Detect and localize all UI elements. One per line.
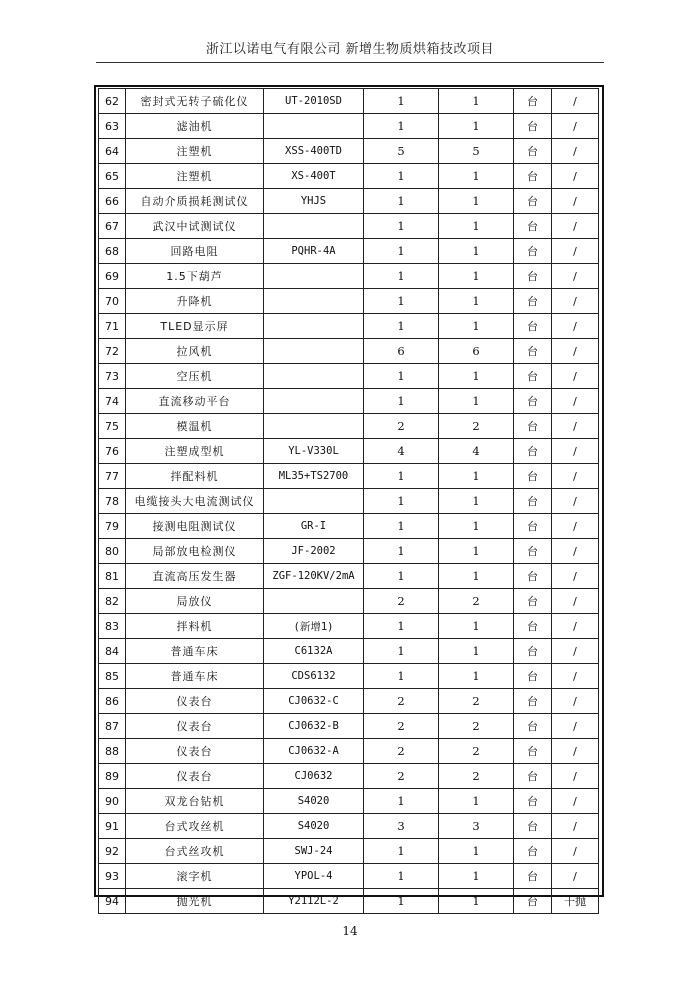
quantity-after-cell: 1 [439,114,514,139]
remark-cell: / [552,214,599,239]
equipment-model-cell: YL-V330L [264,439,364,464]
quantity-after-cell: 1 [439,89,514,114]
quantity-before-cell: 2 [364,739,439,764]
unit-cell: 台 [514,589,552,614]
row-number-cell: 93 [99,864,126,889]
quantity-after-cell: 1 [439,514,514,539]
quantity-after-cell: 3 [439,814,514,839]
remark-cell: / [552,164,599,189]
quantity-before-cell: 1 [364,289,439,314]
equipment-name-cell: 滚字机 [126,864,264,889]
table-row [99,239,599,264]
equipment-model-cell: YPOL-4 [264,864,364,889]
table-row [99,289,599,314]
row-number-cell: 80 [99,539,126,564]
remark-cell: / [552,414,599,439]
table-row [99,639,599,664]
equipment-model-cell [264,339,364,364]
equipment-model-cell: S4020 [264,814,364,839]
unit-cell: 台 [514,339,552,364]
table-row [99,714,599,739]
table-row [99,789,599,814]
row-number-cell: 63 [99,114,126,139]
equipment-model-cell: S4020 [264,789,364,814]
equipment-model-cell [264,389,364,414]
equipment-model-cell: CJ0632-B [264,714,364,739]
equipment-name-cell: 双龙台钻机 [126,789,264,814]
equipment-name-cell: 台式攻丝机 [126,814,264,839]
equipment-model-cell: Y2112L-2 [264,889,364,914]
unit-cell: 台 [514,214,552,239]
row-number-cell: 75 [99,414,126,439]
remark-cell: / [552,264,599,289]
unit-cell: 台 [514,789,552,814]
row-number-cell: 82 [99,589,126,614]
quantity-after-cell: 1 [439,189,514,214]
row-number-cell: 92 [99,839,126,864]
quantity-after-cell: 4 [439,439,514,464]
quantity-after-cell: 1 [439,264,514,289]
quantity-after-cell: 2 [439,689,514,714]
row-number-cell: 62 [99,89,126,114]
equipment-name-cell: 回路电阻 [126,239,264,264]
table-row [99,814,599,839]
equipment-model-cell: YHJS [264,189,364,214]
quantity-before-cell: 1 [364,214,439,239]
page-number: 14 [342,924,358,938]
quantity-before-cell: 1 [364,164,439,189]
quantity-after-cell: 1 [439,614,514,639]
unit-cell: 台 [514,139,552,164]
row-number-cell: 84 [99,639,126,664]
row-number-cell: 90 [99,789,126,814]
table-row [99,339,599,364]
quantity-before-cell: 5 [364,139,439,164]
equipment-model-cell: JF-2002 [264,539,364,564]
remark-cell: / [552,439,599,464]
equipment-name-cell: 升降机 [126,289,264,314]
table-row [99,764,599,789]
quantity-after-cell: 2 [439,764,514,789]
table-row [99,264,599,289]
equipment-model-cell [264,264,364,289]
remark-cell: / [552,139,599,164]
quantity-before-cell: 1 [364,114,439,139]
equipment-name-cell: 空压机 [126,364,264,389]
unit-cell: 台 [514,114,552,139]
table-row [99,589,599,614]
equipment-name-cell: 普通车床 [126,664,264,689]
remark-cell: / [552,389,599,414]
unit-cell: 台 [514,714,552,739]
equipment-model-cell [264,489,364,514]
quantity-before-cell: 1 [364,564,439,589]
remark-cell: / [552,539,599,564]
unit-cell: 台 [514,189,552,214]
unit-cell: 台 [514,414,552,439]
quantity-after-cell: 1 [439,839,514,864]
equipment-model-cell [264,114,364,139]
equipment-name-cell: 自动介质损耗测试仪 [126,189,264,214]
equipment-name-cell: 抛光机 [126,889,264,914]
unit-cell: 台 [514,264,552,289]
quantity-after-cell: 1 [439,889,514,914]
unit-cell: 台 [514,664,552,689]
table-row [99,314,599,339]
equipment-name-cell: 接测电阻测试仪 [126,514,264,539]
table-row [99,614,599,639]
header-rule [96,62,604,63]
equipment-name-cell: 直流移动平台 [126,389,264,414]
equipment-model-cell: XSS-400TD [264,139,364,164]
quantity-after-cell: 1 [439,314,514,339]
equipment-name-cell: 仪表台 [126,714,264,739]
table-row [99,689,599,714]
table-row [99,139,599,164]
table-row [99,564,599,589]
quantity-after-cell: 2 [439,739,514,764]
quantity-after-cell: 1 [439,789,514,814]
table-row [99,664,599,689]
unit-cell: 台 [514,239,552,264]
row-number-cell: 88 [99,739,126,764]
equipment-model-cell: CJ0632 [264,764,364,789]
table-row [99,539,599,564]
quantity-after-cell: 2 [439,714,514,739]
row-number-cell: 78 [99,489,126,514]
row-number-cell: 86 [99,689,126,714]
row-number-cell: 65 [99,164,126,189]
quantity-before-cell: 3 [364,814,439,839]
unit-cell: 台 [514,839,552,864]
table-row [99,739,599,764]
quantity-before-cell: 1 [364,539,439,564]
remark-cell: / [552,689,599,714]
equipment-name-cell: 电缆接头大电流测试仪 [126,489,264,514]
unit-cell: 台 [514,364,552,389]
equipment-model-cell: CJ0632-C [264,689,364,714]
quantity-before-cell: 2 [364,414,439,439]
equipment-table-body [99,89,599,914]
row-number-cell: 94 [99,889,126,914]
equipment-name-cell: 仪表台 [126,739,264,764]
row-number-cell: 76 [99,439,126,464]
table-row [99,864,599,889]
quantity-before-cell: 2 [364,589,439,614]
remark-cell: / [552,339,599,364]
remark-cell: / [552,314,599,339]
unit-cell: 台 [514,814,552,839]
table-row [99,464,599,489]
remark-cell: / [552,189,599,214]
equipment-model-cell: PQHR-4A [264,239,364,264]
unit-cell: 台 [514,689,552,714]
equipment-model-cell: UT-2010SD [264,89,364,114]
unit-cell: 台 [514,489,552,514]
unit-cell: 台 [514,389,552,414]
unit-cell: 台 [514,564,552,589]
row-number-cell: 72 [99,339,126,364]
quantity-before-cell: 2 [364,714,439,739]
row-number-cell: 69 [99,264,126,289]
equipment-model-cell [264,364,364,389]
unit-cell: 台 [514,739,552,764]
row-number-cell: 68 [99,239,126,264]
unit-cell: 台 [514,439,552,464]
remark-cell: / [552,739,599,764]
quantity-before-cell: 1 [364,664,439,689]
row-number-cell: 67 [99,214,126,239]
remark-cell: / [552,839,599,864]
remark-cell: / [552,289,599,314]
remark-cell: / [552,114,599,139]
quantity-after-cell: 1 [439,364,514,389]
remark-cell: / [552,639,599,664]
equipment-name-cell: TLED显示屏 [126,314,264,339]
unit-cell: 台 [514,289,552,314]
unit-cell: 台 [514,639,552,664]
equipment-name-cell: 局部放电检测仪 [126,539,264,564]
remark-cell: / [552,789,599,814]
equipment-name-cell: 仪表台 [126,764,264,789]
quantity-before-cell: 1 [364,264,439,289]
quantity-after-cell: 1 [439,164,514,189]
equipment-model-cell [264,414,364,439]
quantity-after-cell: 1 [439,564,514,589]
row-number-cell: 89 [99,764,126,789]
remark-cell: / [552,564,599,589]
equipment-model-cell: ZGF-120KV/2mA [264,564,364,589]
remark-cell: / [552,239,599,264]
table-row [99,889,599,914]
quantity-before-cell: 1 [364,789,439,814]
row-number-cell: 70 [99,289,126,314]
quantity-before-cell: 1 [364,314,439,339]
equipment-table [98,88,599,914]
remark-cell: / [552,764,599,789]
row-number-cell: 87 [99,714,126,739]
quantity-before-cell: 1 [364,364,439,389]
quantity-after-cell: 1 [439,389,514,414]
row-number-cell: 64 [99,139,126,164]
equipment-name-cell: 局放仪 [126,589,264,614]
equipment-model-cell: (新增1) [264,614,364,639]
unit-cell: 台 [514,514,552,539]
table-row [99,189,599,214]
row-number-cell: 81 [99,564,126,589]
table-row [99,214,599,239]
quantity-after-cell: 1 [439,214,514,239]
quantity-after-cell: 6 [439,339,514,364]
quantity-before-cell: 1 [364,514,439,539]
equipment-name-cell: 台式丝攻机 [126,839,264,864]
quantity-after-cell: 1 [439,289,514,314]
equipment-model-cell: ML35+TS2700 [264,464,364,489]
quantity-before-cell: 6 [364,339,439,364]
quantity-before-cell: 1 [364,189,439,214]
equipment-name-cell: 密封式无转子硫化仪 [126,89,264,114]
row-number-cell: 83 [99,614,126,639]
equipment-model-cell: GR-I [264,514,364,539]
unit-cell: 台 [514,314,552,339]
equipment-name-cell: 滤油机 [126,114,264,139]
row-number-cell: 66 [99,189,126,214]
equipment-name-cell: 拉风机 [126,339,264,364]
quantity-after-cell: 1 [439,464,514,489]
unit-cell: 台 [514,539,552,564]
unit-cell: 台 [514,889,552,914]
row-number-cell: 77 [99,464,126,489]
table-row [99,364,599,389]
equipment-model-cell: SWJ-24 [264,839,364,864]
quantity-after-cell: 2 [439,589,514,614]
equipment-name-cell: 直流高压发生器 [126,564,264,589]
remark-cell: / [552,464,599,489]
row-number-cell: 79 [99,514,126,539]
quantity-before-cell: 1 [364,839,439,864]
quantity-after-cell: 1 [439,489,514,514]
quantity-before-cell: 1 [364,464,439,489]
quantity-before-cell: 1 [364,639,439,664]
table-row [99,414,599,439]
remark-cell: / [552,814,599,839]
table-row [99,439,599,464]
equipment-name-cell: 注塑成型机 [126,439,264,464]
remark-cell: / [552,589,599,614]
quantity-after-cell: 1 [439,639,514,664]
remark-cell: / [552,864,599,889]
quantity-before-cell: 1 [364,489,439,514]
quantity-before-cell: 1 [364,239,439,264]
remark-cell: / [552,714,599,739]
quantity-before-cell: 1 [364,614,439,639]
equipment-name-cell: 注塑机 [126,139,264,164]
unit-cell: 台 [514,614,552,639]
quantity-after-cell: 1 [439,664,514,689]
remark-cell: / [552,89,599,114]
unit-cell: 台 [514,764,552,789]
quantity-before-cell: 1 [364,864,439,889]
table-row [99,389,599,414]
table-row [99,489,599,514]
table-row [99,514,599,539]
quantity-after-cell: 5 [439,139,514,164]
quantity-after-cell: 1 [439,539,514,564]
quantity-after-cell: 1 [439,864,514,889]
row-number-cell: 74 [99,389,126,414]
equipment-model-cell: CDS6132 [264,664,364,689]
equipment-model-cell [264,214,364,239]
row-number-cell: 85 [99,664,126,689]
quantity-before-cell: 2 [364,689,439,714]
equipment-model-cell: C6132A [264,639,364,664]
equipment-name-cell: 注塑机 [126,164,264,189]
table-row [99,164,599,189]
remark-cell: / [552,664,599,689]
table-row [99,114,599,139]
equipment-name-cell: 武汉中试测试仪 [126,214,264,239]
equipment-model-cell: CJ0632-A [264,739,364,764]
unit-cell: 台 [514,89,552,114]
remark-cell: / [552,514,599,539]
table-row [99,839,599,864]
equipment-model-cell [264,289,364,314]
quantity-before-cell: 1 [364,89,439,114]
quantity-before-cell: 2 [364,764,439,789]
equipment-name-cell: 拌料机 [126,614,264,639]
remark-cell: / [552,614,599,639]
remark-cell: 干抛 [552,889,599,914]
unit-cell: 台 [514,164,552,189]
equipment-model-cell [264,589,364,614]
unit-cell: 台 [514,464,552,489]
row-number-cell: 71 [99,314,126,339]
equipment-name-cell: 普通车床 [126,639,264,664]
equipment-name-cell: 仪表台 [126,689,264,714]
quantity-before-cell: 4 [364,439,439,464]
equipment-model-cell [264,314,364,339]
remark-cell: / [552,489,599,514]
equipment-name-cell: 1.5下葫芦 [126,264,264,289]
row-number-cell: 91 [99,814,126,839]
remark-cell: / [552,364,599,389]
page-header: 浙江以诺电气有限公司 新增生物质烘箱技改项目 [205,42,495,57]
equipment-name-cell: 模温机 [126,414,264,439]
row-number-cell: 73 [99,364,126,389]
table-row [99,89,599,114]
unit-cell: 台 [514,864,552,889]
equipment-model-cell: XS-400T [264,164,364,189]
equipment-name-cell: 拌配料机 [126,464,264,489]
quantity-after-cell: 2 [439,414,514,439]
quantity-before-cell: 1 [364,389,439,414]
quantity-after-cell: 1 [439,239,514,264]
quantity-before-cell: 1 [364,889,439,914]
